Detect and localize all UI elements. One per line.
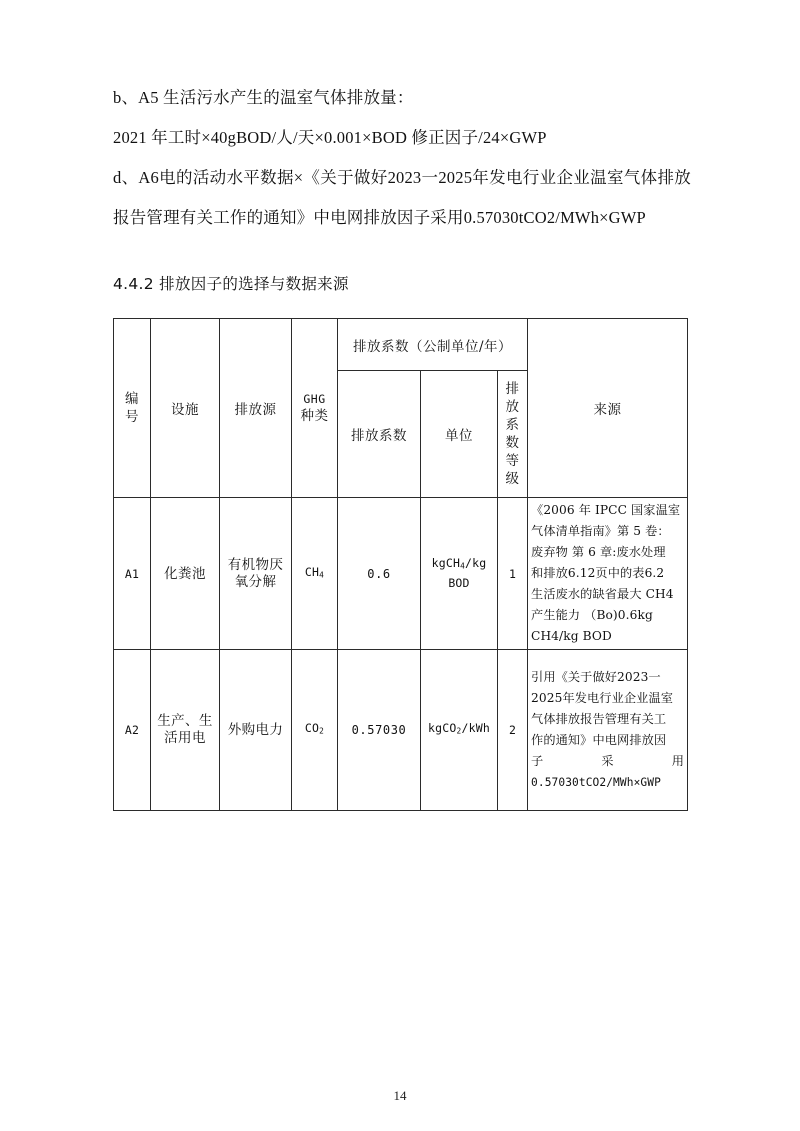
column-header-unit: 单位 [421,371,498,498]
cell-unit-a2-subscript: 2 [456,726,462,736]
column-header-grade-char3: 系 [505,417,520,433]
cell-origin-a1-line7: CH4/kg BOD [531,629,612,643]
cell-emission-source-a2: 外购电力 [220,650,292,811]
cell-ghg-a2-subscript: 2 [319,726,325,736]
cell-origin-a1-line4: 和排放6.12页中的表6.2 [531,566,665,580]
cell-origin-a2-line1: 引用《关于做好2023一 [531,670,661,684]
column-header-grade-char4: 数 [505,435,520,451]
table-row [114,650,688,811]
cell-origin-a1-line3: 废弃物 第 6 章:废水处理 [531,545,666,559]
paragraph-d-a6: d、A6电的活动水平数据×《关于做好2023一2025年发电行业企业温室气体排放报告管理有关工作的通知》中电网排放因子采用0.57030tCO2/MWh×GWP [113,168,691,227]
cell-origin-a2-line5 [531,751,684,772]
cell-grade-a2: 2 [498,650,528,811]
column-header-grade-char1: 排 [505,381,520,397]
column-header-ghg-type [292,319,338,498]
cell-unit-a1-subscript: 4 [460,561,466,571]
cell-ghg-type-a1 [292,498,338,650]
table-row [114,498,688,650]
cell-unit-a1-line2: BOD [448,575,470,590]
column-header-id [114,319,151,498]
table-body [114,498,688,811]
cell-ghg-type-a2 [292,650,338,811]
cell-facility-a1: 化粪池 [151,498,220,650]
cell-origin-a2-line5-part3: 用 [671,754,685,768]
cell-origin-a2-line6: 0.57030tCO2/MWh×GWP [531,776,661,789]
paragraph-b-a5: b、A5 生活污水产生的温室气体排放量： [113,88,414,107]
cell-ghg-a2-formula: CO [304,721,320,736]
cell-origin-a2-line4: 作的通知》中电网排放因 [531,733,667,747]
cell-ghg-a1-formula: CH [304,564,320,579]
cell-origin-a2-line2: 2025年发电行业企业温室 [531,691,674,705]
column-header-grade-char2: 放 [505,399,520,415]
cell-origin-a1-line1: 《2006 年 IPCC 国家温室 [531,503,681,517]
cell-unit-a1-prefix: kgCH [431,556,461,571]
paragraph-a5-formula: 2021 年工时×40gBOD/人/天×0.001×BOD 修正因子/24×GWP [113,128,547,147]
page-number: 14 [393,1088,407,1103]
column-header-grade-vertical [506,380,520,488]
cell-emission-source-a1-line1: 有机物厌 [227,556,284,573]
cell-origin-a2-line5-part2: 采 [601,754,614,768]
cell-origin-a2 [528,650,688,811]
cell-coefficient-a2: 0.57030 [338,650,421,811]
column-header-emission-source: 排放源 [220,319,292,498]
column-header-ghg-line2: 种类 [300,408,329,424]
column-header-id-vertical [125,390,139,426]
emission-factor-table-container [113,318,687,811]
column-header-group-emission-coefficient: 排放系数（公制单位/年） [338,319,528,371]
cell-unit-a1-suffix: /kg [465,556,487,571]
cell-facility-a2-line1: 生产、生 [157,713,213,729]
cell-origin-a1-line5: 生活废水的缺省最大 CH4 [531,587,674,601]
column-header-coefficient-grade [498,371,528,498]
cell-origin-a1 [528,498,688,650]
cell-origin-a1-line2: 气体清单指南》第 5 卷： [531,524,670,538]
column-header-id-char1: 编 [125,391,139,407]
cell-unit-a2 [421,650,498,811]
cell-grade-a1: 1 [498,498,528,650]
column-header-id-char2: 号 [125,409,139,425]
cell-facility-a2-line2: 活用电 [164,730,206,746]
cell-origin-a1-line6: 产生能力 （Bo)0.6kg [531,608,653,622]
cell-unit-a1-line1 [424,555,494,575]
cell-emission-source-a1-line2: 氧分解 [234,573,277,590]
cell-facility-a2 [151,650,220,811]
column-header-ghg-line1: GHG [303,392,326,406]
column-header-grade-char6: 级 [505,471,520,487]
cell-unit-a2-suffix: /kWh [461,721,490,736]
cell-id-a2: A2 [114,650,151,811]
table-header [114,319,688,498]
body-text-block [113,78,691,238]
column-header-origin: 来源 [528,319,688,498]
cell-unit-a1 [421,498,498,650]
cell-id-a1: A1 [114,498,151,650]
table-header-row-1 [114,319,688,371]
column-header-emission-coefficient: 排放系数 [338,371,421,498]
cell-ghg-a1-subscript: 4 [319,570,325,580]
column-header-facility: 设施 [151,319,220,498]
cell-coefficient-a1: 0.6 [338,498,421,650]
cell-unit-a2-prefix: kgCO [428,721,457,736]
section-heading: 4.4.2 排放因子的选择与数据来源 [113,275,349,293]
column-header-grade-char5: 等 [505,453,520,469]
cell-origin-a2-line3: 气体排放报告管理有关工 [531,712,667,726]
cell-emission-source-a1 [220,498,292,650]
emission-factor-table [113,318,688,811]
cell-origin-a2-line5-part1: 子 [531,754,544,768]
